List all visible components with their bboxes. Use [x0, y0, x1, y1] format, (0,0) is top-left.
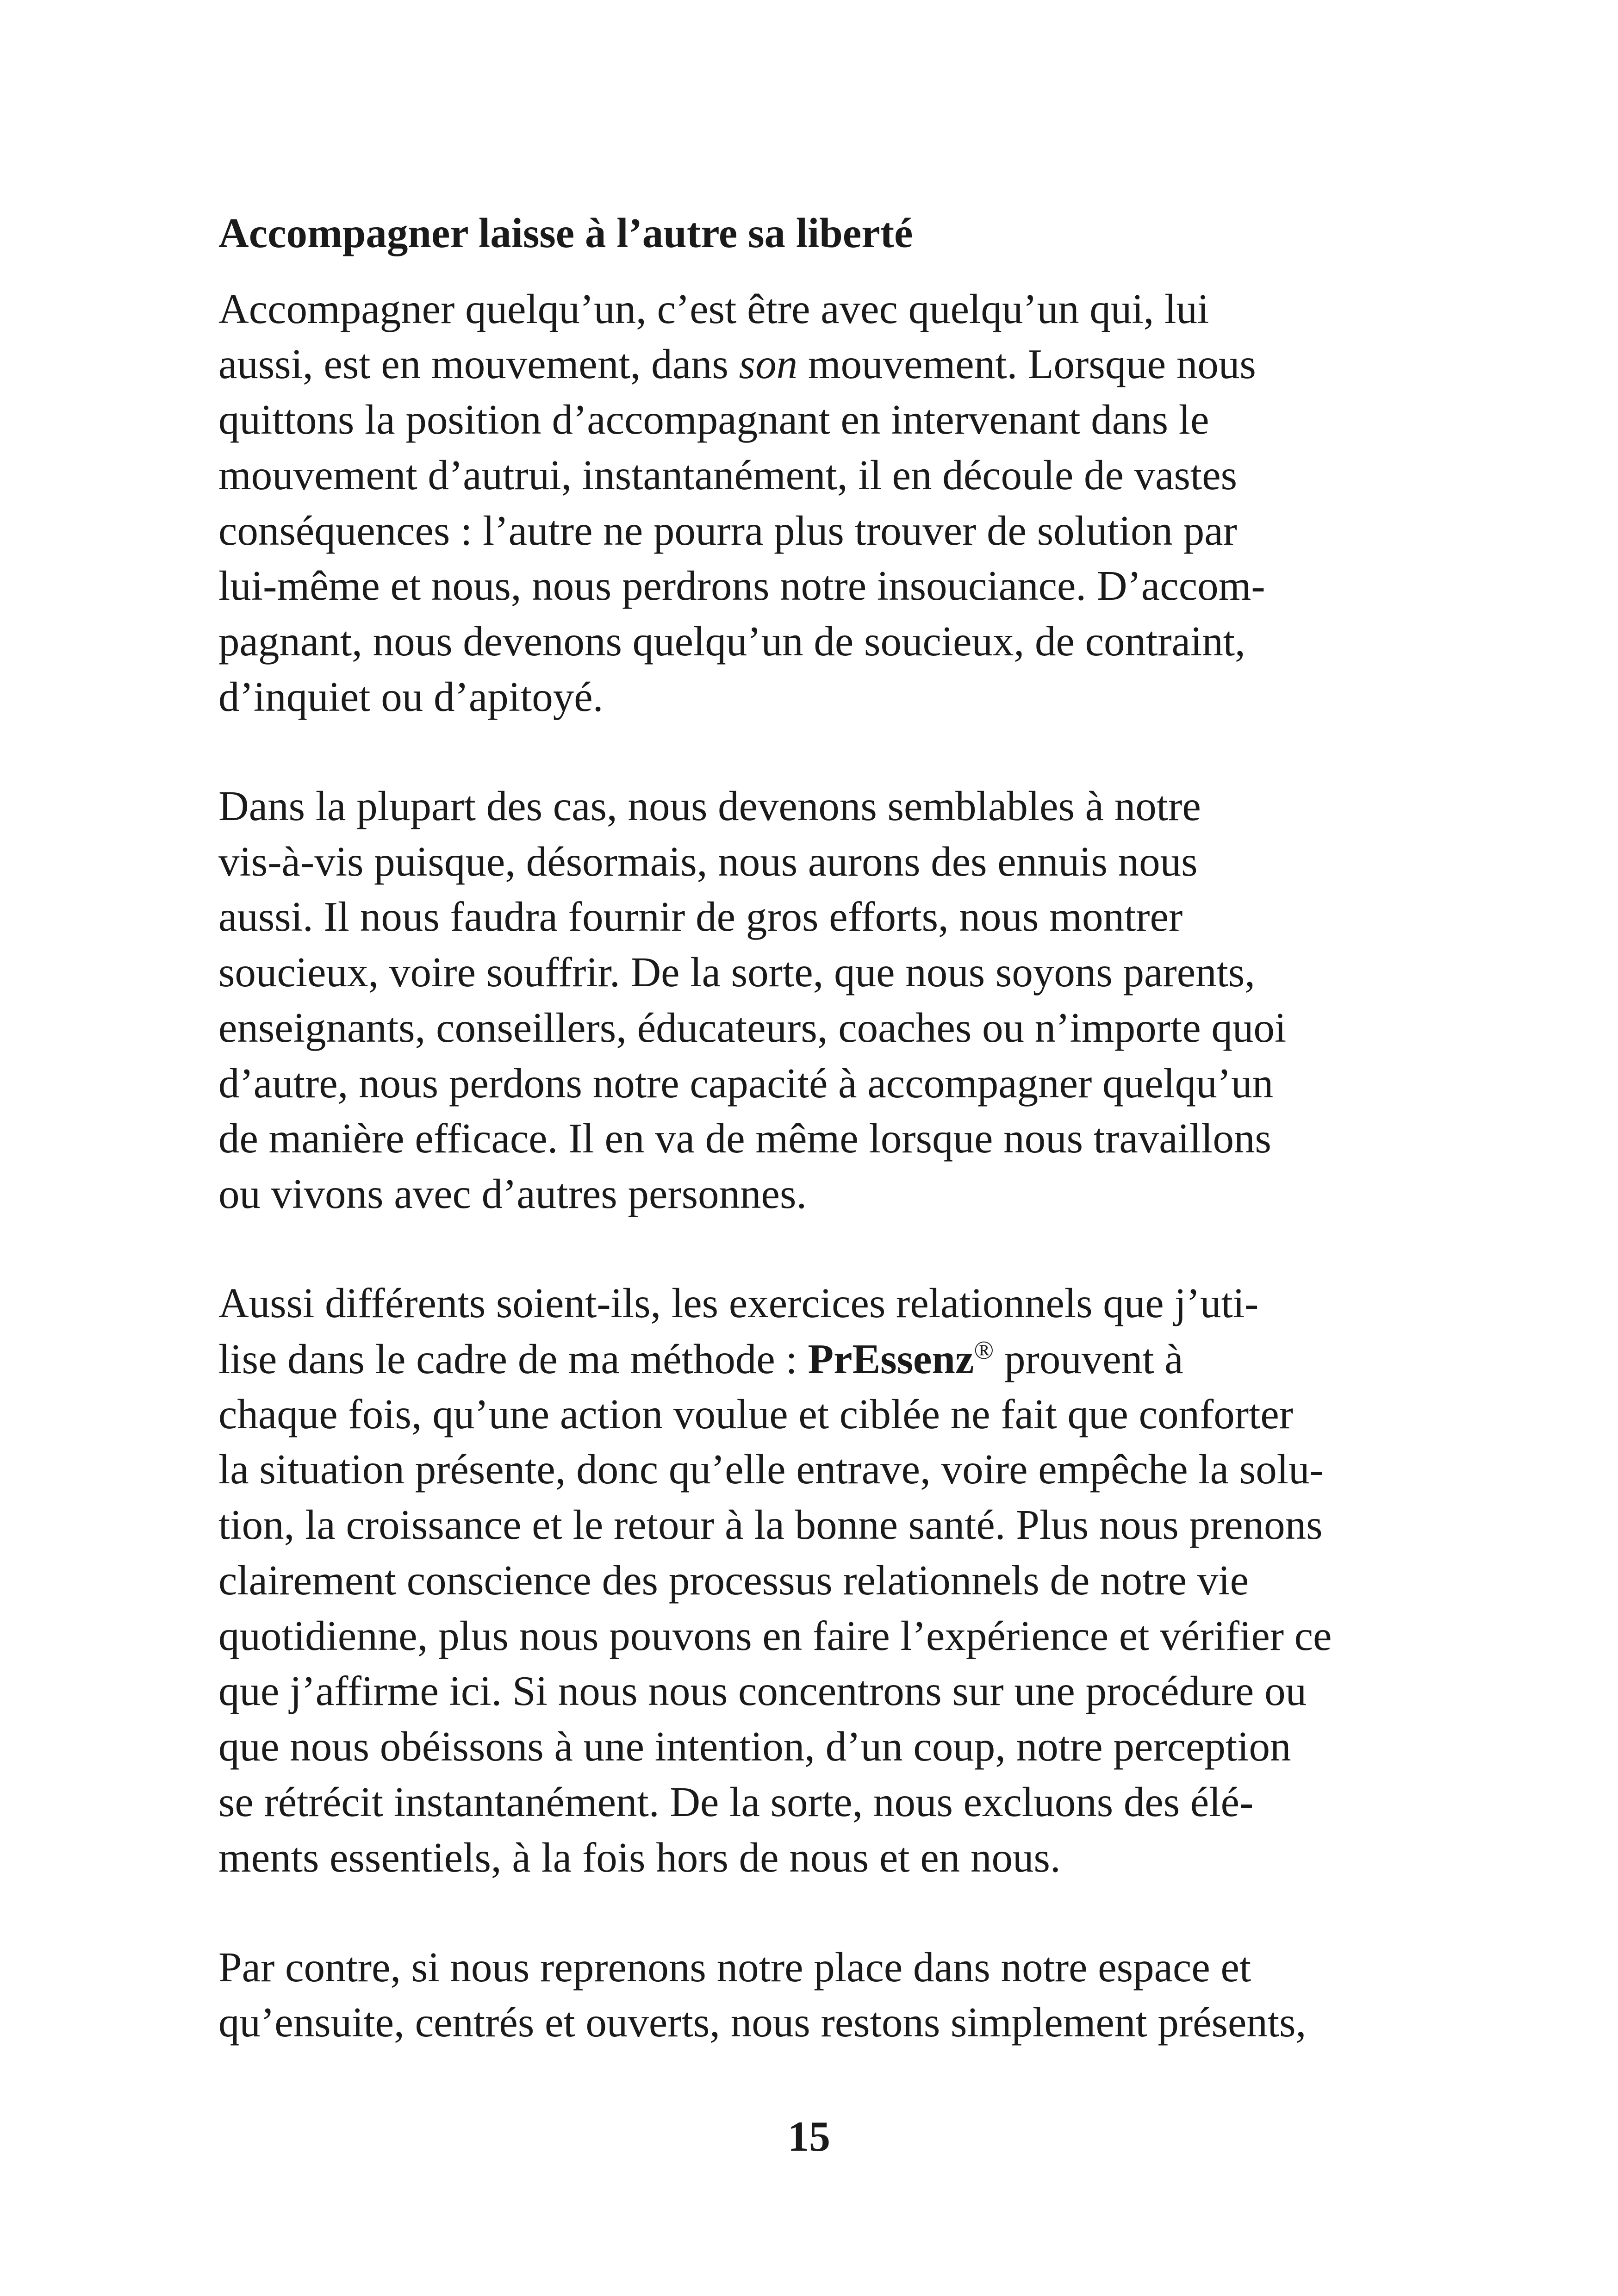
text-line: ments essentiels, à la fois hors de nous et en nous. [218, 1834, 1061, 1881]
text-line: tion, la croissance et le retour à la bonne santé. Plus nous prenons [218, 1501, 1323, 1548]
text-line: d’autre, nous perdons notre capacité à accompagner quelqu’un [218, 1060, 1274, 1107]
text-line: Accompagner quelqu’un, c’est être avec quelqu’un qui, lui [218, 286, 1209, 332]
text-line: quotidienne, plus nous pouvons en faire l’expérience et vérifier ce [218, 1612, 1332, 1659]
text-line: lui-même et nous, nous perdrons notre insouciance. D’accom- [218, 562, 1265, 609]
text-line: mouvement d’autrui, instantanément, il en découle de vastes [218, 452, 1238, 498]
text-line: soucieux, voire souffrir. De la sorte, que nous soyons parents, [218, 949, 1256, 996]
text-span: aussi, est en mouvement, dans [218, 341, 739, 387]
text-line: Aussi différents soient-ils, les exercices relationnels que j’uti- [218, 1280, 1259, 1326]
text-span: lise dans le cadre de ma méthode : [218, 1336, 808, 1383]
text-line: qu’ensuite, centrés et ouverts, nous restons simplement présents, [218, 1999, 1307, 2046]
text-line: Par contre, si nous reprenons notre place dans notre espace et [218, 1944, 1251, 1991]
text-line: clairement conscience des processus relationnels de notre vie [218, 1557, 1249, 1604]
text-line: d’inquiet ou d’apitoyé. [218, 673, 604, 720]
text-line [218, 1336, 1183, 1383]
text-line: pagnant, nous devenons quelqu’un de soucieux, de contraint, [218, 618, 1245, 665]
text-line: Dans la plupart des cas, nous devenons semblables à notre [218, 783, 1201, 829]
text-line: la situation présente, donc qu’elle entrave, voire empêche la solu- [218, 1446, 1324, 1493]
text-line: aussi. Il nous faudra fournir de gros efforts, nous montrer [218, 893, 1183, 940]
text-line: de manière efficace. Il en va de même lorsque nous travaillons [218, 1115, 1271, 1162]
text-span: mouvement. Lorsque nous [797, 341, 1256, 387]
text-line: conséquences : l’autre ne pourra plus trouver de solution par [218, 507, 1237, 554]
text-line: que nous obéissons à une intention, d’un coup, notre perception [218, 1723, 1291, 1770]
text-line: que j’affirme ici. Si nous nous concentrons sur une procédure ou [218, 1668, 1307, 1714]
registered-mark: ® [974, 1336, 994, 1365]
text-line: se rétrécit instantanément. De la sorte, nous excluons des élé- [218, 1779, 1254, 1825]
text-line: quittons la position d’accompagnant en intervenant dans le [218, 396, 1209, 443]
text-span: prouvent à [994, 1336, 1183, 1383]
page-number: 15 [788, 2113, 830, 2160]
brand-name: PrEssenz [808, 1336, 974, 1383]
section-heading: Accompagner laisse à l’autre sa liberté [218, 210, 913, 256]
text-line: vis-à-vis puisque, désormais, nous aurons des ennuis nous [218, 838, 1198, 885]
text-line: enseignants, conseillers, éducateurs, coaches ou n’importe quoi [218, 1004, 1287, 1051]
text-line [218, 343, 1256, 385]
text-line: ou vivons avec d’autres personnes. [218, 1170, 807, 1217]
text-line: chaque fois, qu’une action voulue et ciblée ne fait que conforter [218, 1391, 1294, 1437]
emphasis-text: son [739, 341, 798, 387]
